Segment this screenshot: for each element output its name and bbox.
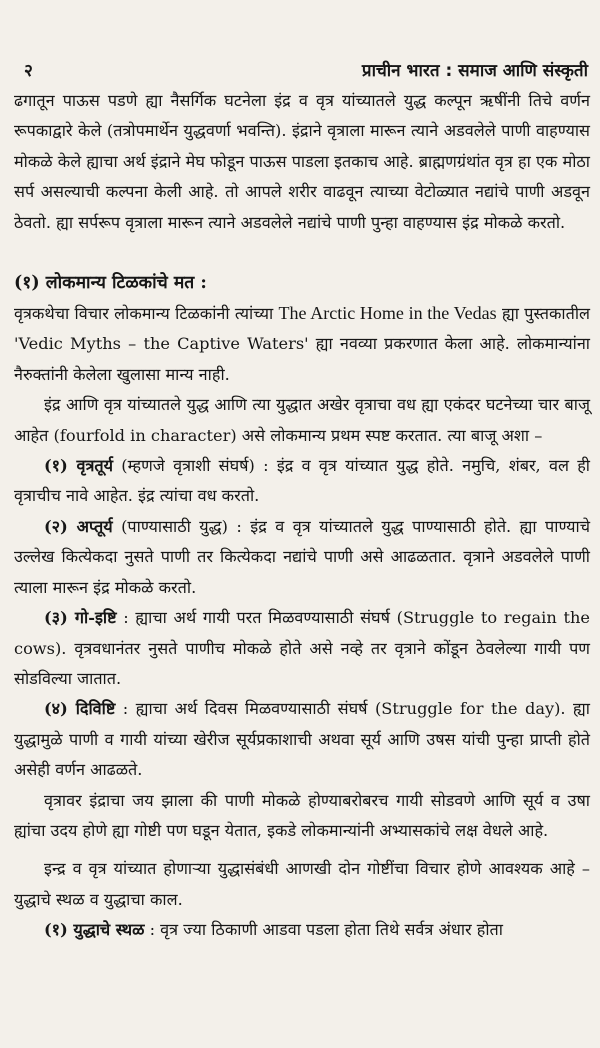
paragraph-intro: ढगातून पाऊस पडणे ह्या नैसर्गिक घटनेला इंद्र व वृत्र यांच्यातले युद्ध कल्पून ऋषींनी तिचे वर्णन रूपकाद्वारे केले (तत्रोपमार्थेन युद्धवर्णा भवन्ति). इंद्राने वृत्राला मारून त्याने अडवलेले पाणी वाहण्यास मोकळे केले ह्याचा अर्थ इंद्राने मेघ फोडून पाऊस पाडला इतकाच आहे. ब्राह्मणग्रंथांत वृत्र हा एक मोठा सर्प असल्याची कल्पना केली आहे. तो आपले शरीर वाढवून त्याच्या वेटोळ्यात नद्यांचे पाणी अडवून ठेवतो. ह्या सर्परूप वृत्राला मारून त्याने अडवलेले नद्यांचे पाणी पुन्हा वाहण्यास इंद्र मोकळे करतो.	[14, 91, 590, 232]
item-text: : ह्याचा अर्थ गायी परत मिळवण्यासाठी संघर्ष (Struggle to regain the cows). वृत्रवधानंतर नुसते पाणीच मोकळे होते असे नव्हे तर वृत्राने कोंडून ठेवलेल्या गायी पण सोडविल्या जातात.	[14, 608, 590, 688]
paragraph-text: वृत्रकथेचा विचार लोकमान्य टिळकांनी त्यांच्या	[14, 304, 279, 324]
book-title: The Arctic Home in the Vedas	[278, 303, 497, 324]
item-label: (१) वृत्रतूर्य	[44, 456, 114, 476]
list-item-vritraturya	[14, 451, 590, 512]
paragraph-place-time: इन्द्र व वृत्र यांच्यात होणाऱ्या युद्धासंबंधी आणखी दोन गोष्टींचा विचार होणे आवश्यक आहे – युद्धाचे स्थळ व युद्धाचा काल.	[14, 859, 590, 909]
page-header	[24, 58, 588, 81]
item-text: (पाण्यासाठी युद्ध) : इंद्र व वृत्र यांच्यातले युद्ध पाण्यासाठी होते. ह्या पाण्याचे उल्लेख कित्येकदा नुसते पाणी तर कित्येकदा नद्यांचे पाणी असे आढळतात. वृत्राने अडवलेले पाणी त्याला मारून इंद्र मोकळे करतो.	[14, 516, 590, 597]
list-item-apturya	[14, 512, 590, 603]
list-item-battle-place	[14, 915, 590, 945]
item-text: : ह्याचा अर्थ दिवस मिळवण्यासाठी संघर्ष (Struggle for the day). ह्या युद्धामुळे पाणी व गायी यांच्या खेरीज सूर्यप्रकाशाची अथवा सूर्य आणि उषस यांची पुन्हा प्राप्ती होते असेही वर्णन आढळते.	[14, 699, 590, 780]
item-label: (२) अप्तूर्य	[44, 516, 113, 536]
page-number: २	[24, 61, 33, 81]
paragraph-text: ह्या पुस्तकातील 'Vedic Myths – the Captive Waters' ह्या नवव्या प्रकरणात केला आहे. लोकमान्यांना नैरुक्तांनी केलेला खुलासा मान्य नाही.	[14, 304, 590, 384]
body-text	[14, 86, 590, 946]
item-label: (३) गो-इष्टि	[44, 608, 117, 628]
paragraph-gap	[14, 846, 590, 854]
item-text: : वृत्र ज्या ठिकाणी आडवा पडला होता तिथे सर्वत्र अंधार होता	[144, 920, 503, 940]
list-item-divishti	[14, 694, 590, 785]
list-item-go-ishti	[14, 603, 590, 694]
item-text: (म्हणजे वृत्राशी संघर्ष) : इंद्र व वृत्र यांच्यात युद्ध होते. नमुचि, शंबर, वल ही वृत्राचीच नावे आहेत. इंद्र त्यांचा वध करतो.	[14, 456, 590, 506]
paragraph-tilak-view	[14, 298, 590, 390]
running-title: प्राचीन भारत : समाज आणि संस्कृती	[361, 61, 588, 81]
item-label: (४) दिविष्टि	[44, 699, 116, 719]
paragraph-victory: वृत्रावर इंद्राचा जय झाला की पाणी मोकळे होण्याबरोबरच गायी सोडवणे आणि सूर्य व उषा ह्यांचा उदय होणे ह्या गोष्टी पण घडून येतात, इकडे लोकमान्यांनी अभ्यासकांचे लक्ष वेधले आहे.	[14, 790, 590, 840]
paragraph-fourfold: इंद्र आणि वृत्र यांच्यातले युद्ध आणि त्या युद्धात अखेर वृत्राचा वध ह्या एकंदर घटनेच्या चार बाजू आहेत (fourfold in character) असे लोकमान्य प्रथम स्पष्ट करतात. त्या बाजू अशा –	[14, 395, 590, 445]
section-heading: (१) लोकमान्य टिळकांचे मत :	[14, 273, 207, 294]
item-label: (१) युद्धाचे स्थळ	[44, 920, 145, 940]
